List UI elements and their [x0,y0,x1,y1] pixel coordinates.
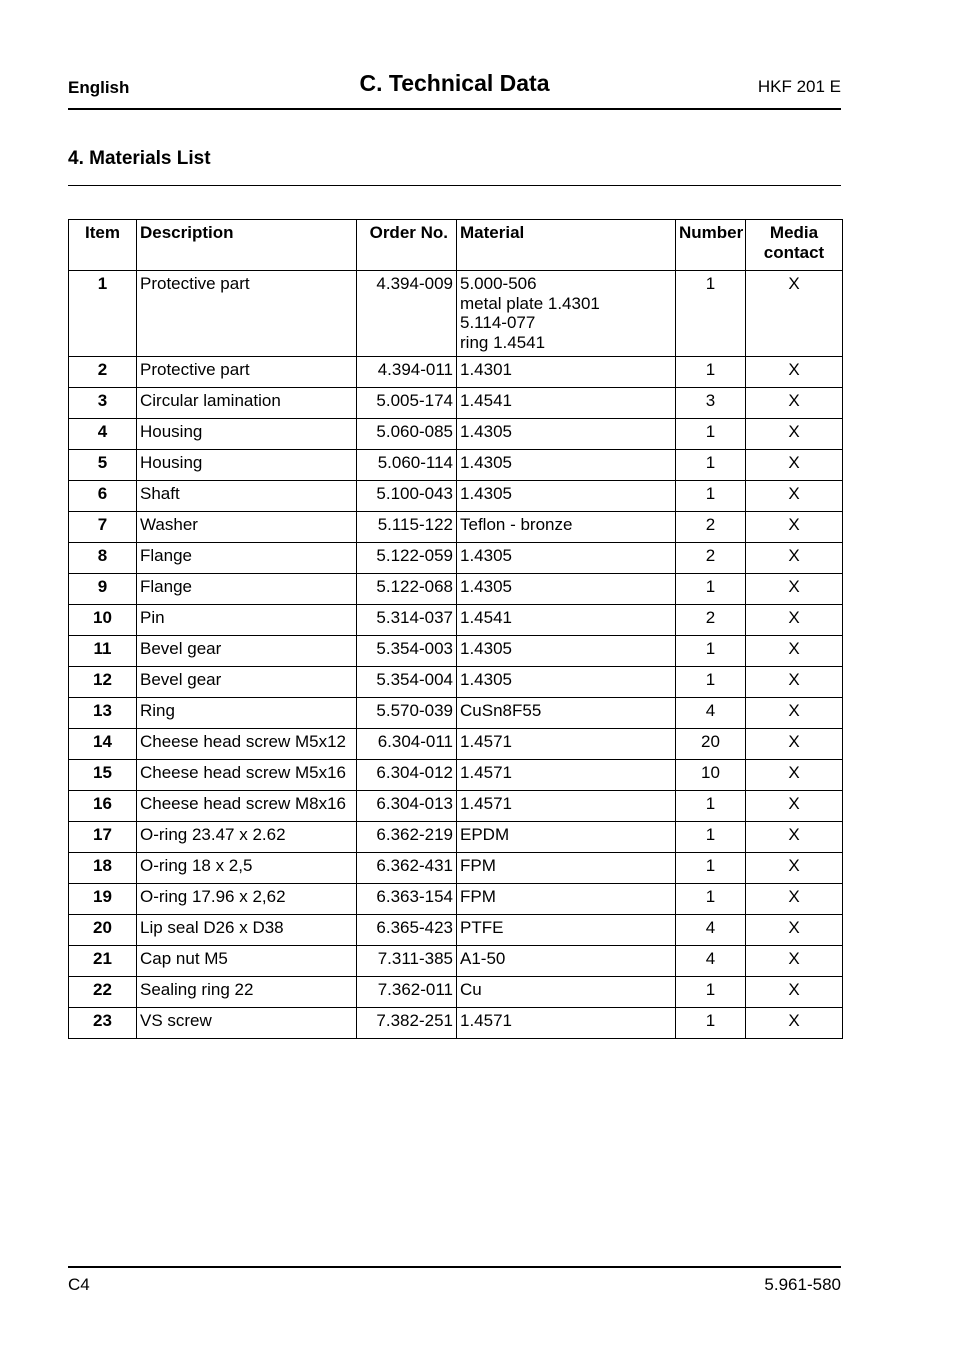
material-cell [457,636,676,667]
order-no-cell: 5.570-039 [357,698,457,729]
column-header-order-no: Order No. [357,220,457,271]
material-line: 1.4305 [460,639,512,658]
number-cell: 1 [676,791,746,822]
number-cell: 3 [676,388,746,419]
media-contact-cell: X [746,667,843,698]
material-cell [457,388,676,419]
number-cell: 4 [676,698,746,729]
order-no-cell: 5.060-085 [357,419,457,450]
material-cell [457,271,676,357]
section-title: 4. Materials List [68,148,211,169]
item-cell: 19 [69,884,137,915]
table-row [69,481,843,512]
material-cell [457,977,676,1008]
material-cell [457,822,676,853]
material-line: Teflon - bronze [460,515,573,534]
material-line: EPDM [460,825,510,844]
material-line: 1.4541 [460,608,512,627]
materials-table [68,219,843,1039]
material-cell [457,357,676,388]
order-no-cell: 5.005-174 [357,388,457,419]
order-no-cell: 5.354-003 [357,636,457,667]
number-cell: 2 [676,605,746,636]
number-cell: 1 [676,884,746,915]
table-row [69,574,843,605]
material-line: 1.4305 [460,484,512,503]
description-cell: O-ring 18 x 2,5 [137,853,357,884]
media-contact-cell: X [746,698,843,729]
description-cell: Pin [137,605,357,636]
table-header-row [69,220,843,271]
table-row [69,636,843,667]
media-contact-cell: X [746,450,843,481]
media-contact-cell: X [746,636,843,667]
number-cell: 1 [676,271,746,357]
number-cell: 4 [676,946,746,977]
table-row [69,760,843,791]
item-cell: 14 [69,729,137,760]
material-line: 1.4571 [460,763,512,782]
number-cell: 1 [676,667,746,698]
order-no-cell: 5.100-043 [357,481,457,512]
material-line: 1.4571 [460,732,512,751]
media-contact-cell: X [746,605,843,636]
page-footer [68,1266,841,1294]
column-header-material: Material [457,220,676,271]
table-row [69,450,843,481]
item-cell: 11 [69,636,137,667]
order-no-cell: 4.394-011 [357,357,457,388]
table-row [69,357,843,388]
number-cell: 1 [676,481,746,512]
number-cell: 1 [676,574,746,605]
table-row [69,1008,843,1039]
media-contact-cell: X [746,853,843,884]
number-cell: 1 [676,419,746,450]
material-cell [457,915,676,946]
description-cell: Shaft [137,481,357,512]
media-contact-cell: X [746,1008,843,1039]
material-line: CuSn8F55 [460,701,542,720]
material-line: ring 1.4541 [460,332,546,352]
material-line: metal plate 1.4301 [460,293,600,313]
number-cell: 1 [676,450,746,481]
item-cell: 17 [69,822,137,853]
item-cell: 23 [69,1008,137,1039]
item-cell: 4 [69,419,137,450]
description-cell: Circular lamination [137,388,357,419]
page-header [68,70,841,110]
material-line: 1.4305 [460,453,512,472]
number-cell: 1 [676,1008,746,1039]
material-line: A1-50 [460,949,506,968]
page-number: C4 [68,1275,90,1294]
material-line: PTFE [460,918,504,937]
order-no-cell: 5.314-037 [357,605,457,636]
media-contact-cell: X [746,822,843,853]
media-contact-cell: X [746,574,843,605]
order-no-cell: 6.362-431 [357,853,457,884]
description-cell: Cheese head screw M5x12 [137,729,357,760]
order-no-cell: 5.354-004 [357,667,457,698]
order-no-cell: 7.362-011 [357,977,457,1008]
material-cell [457,481,676,512]
material-line: 1.4541 [460,391,512,410]
description-cell: Housing [137,419,357,450]
description-cell: Cheese head screw M8x16 [137,791,357,822]
media-contact-cell: X [746,977,843,1008]
media-header-line2: contact [763,242,825,262]
material-cell [457,884,676,915]
item-cell: 9 [69,574,137,605]
number-cell: 20 [676,729,746,760]
material-cell [457,1008,676,1039]
media-contact-cell: X [746,512,843,543]
column-header-number: Number [676,220,746,271]
material-line: Cu [460,980,482,999]
item-cell: 1 [69,271,137,357]
item-cell: 15 [69,760,137,791]
item-cell: 22 [69,977,137,1008]
order-no-cell: 5.122-068 [357,574,457,605]
media-contact-cell: X [746,543,843,574]
description-cell: Housing [137,450,357,481]
order-no-cell: 7.311-385 [357,946,457,977]
item-cell: 6 [69,481,137,512]
number-cell: 1 [676,357,746,388]
description-cell: Bevel gear [137,636,357,667]
table-row [69,388,843,419]
description-cell: Cheese head screw M5x16 [137,760,357,791]
material-line: 1.4305 [460,670,512,689]
table-row [69,729,843,760]
section-heading [68,148,841,186]
description-cell: Protective part [137,271,357,357]
table-row [69,698,843,729]
table-row [69,977,843,1008]
table-row [69,946,843,977]
item-cell: 7 [69,512,137,543]
media-contact-cell: X [746,357,843,388]
description-cell: Flange [137,543,357,574]
material-cell [457,760,676,791]
order-no-cell: 6.363-154 [357,884,457,915]
media-contact-cell: X [746,419,843,450]
material-cell [457,791,676,822]
column-header-item: Item [69,220,137,271]
description-cell: O-ring 17.96 x 2,62 [137,884,357,915]
number-cell: 4 [676,915,746,946]
material-cell [457,667,676,698]
order-no-cell: 6.365-423 [357,915,457,946]
order-no-cell: 4.394-009 [357,271,457,357]
number-cell: 1 [676,636,746,667]
table-row [69,543,843,574]
material-line: 5.114-077 [460,313,536,332]
media-contact-cell: X [746,760,843,791]
item-cell: 10 [69,605,137,636]
material-cell [457,512,676,543]
material-line: FPM [460,887,496,906]
item-cell: 13 [69,698,137,729]
material-line: 1.4305 [460,546,512,565]
order-no-cell: 5.115-122 [357,512,457,543]
item-cell: 3 [69,388,137,419]
media-contact-cell: X [746,481,843,512]
material-cell [457,946,676,977]
order-no-cell: 5.060-114 [357,450,457,481]
order-no-cell: 6.362-219 [357,822,457,853]
description-cell: Flange [137,574,357,605]
material-cell [457,605,676,636]
description-cell: Sealing ring 22 [137,977,357,1008]
description-cell: Ring [137,698,357,729]
material-cell [457,450,676,481]
table-row [69,512,843,543]
material-line: 1.4571 [460,794,512,813]
number-cell: 1 [676,853,746,884]
description-cell: VS screw [137,1008,357,1039]
language-label: English [68,78,130,97]
table-row [69,605,843,636]
model-label: HKF 201 E [757,77,841,96]
table-body [69,271,843,1039]
number-cell: 2 [676,543,746,574]
table-row [69,667,843,698]
item-cell: 5 [69,450,137,481]
media-header-line1: Media [769,223,819,242]
material-line: 1.4305 [460,577,512,596]
media-contact-cell: X [746,946,843,977]
item-cell: 16 [69,791,137,822]
column-header-description: Description [137,220,357,271]
table-row [69,419,843,450]
media-contact-cell: X [746,271,843,357]
description-cell: O-ring 23.47 x 2.62 [137,822,357,853]
order-no-cell: 6.304-012 [357,760,457,791]
material-line: 1.4305 [460,422,512,441]
item-cell: 21 [69,946,137,977]
order-no-cell: 6.304-013 [357,791,457,822]
item-cell: 12 [69,667,137,698]
order-no-cell: 6.304-011 [357,729,457,760]
item-cell: 18 [69,853,137,884]
description-cell: Bevel gear [137,667,357,698]
number-cell: 2 [676,512,746,543]
description-cell: Cap nut M5 [137,946,357,977]
table-row [69,271,843,357]
column-header-media-contact [746,220,843,271]
description-cell: Lip seal D26 x D38 [137,915,357,946]
material-line: 5.000-506 [460,274,537,293]
page-title: C. Technical Data [359,70,550,96]
material-cell [457,853,676,884]
document-number: 5.961-580 [764,1275,841,1294]
material-line: 1.4571 [460,1011,512,1030]
item-cell: 2 [69,357,137,388]
table-row [69,915,843,946]
item-cell: 20 [69,915,137,946]
table-row [69,853,843,884]
media-contact-cell: X [746,915,843,946]
number-cell: 10 [676,760,746,791]
number-cell: 1 [676,822,746,853]
description-cell: Washer [137,512,357,543]
material-line: FPM [460,856,496,875]
media-contact-cell: X [746,884,843,915]
table-row [69,884,843,915]
material-cell [457,419,676,450]
material-cell [457,543,676,574]
table-row [69,791,843,822]
item-cell: 8 [69,543,137,574]
material-cell [457,698,676,729]
media-contact-cell: X [746,729,843,760]
order-no-cell: 5.122-059 [357,543,457,574]
material-line: 1.4301 [460,360,512,379]
media-contact-cell: X [746,791,843,822]
material-cell [457,729,676,760]
order-no-cell: 7.382-251 [357,1008,457,1039]
media-contact-cell: X [746,388,843,419]
material-cell [457,574,676,605]
description-cell: Protective part [137,357,357,388]
number-cell: 1 [676,977,746,1008]
table-row [69,822,843,853]
